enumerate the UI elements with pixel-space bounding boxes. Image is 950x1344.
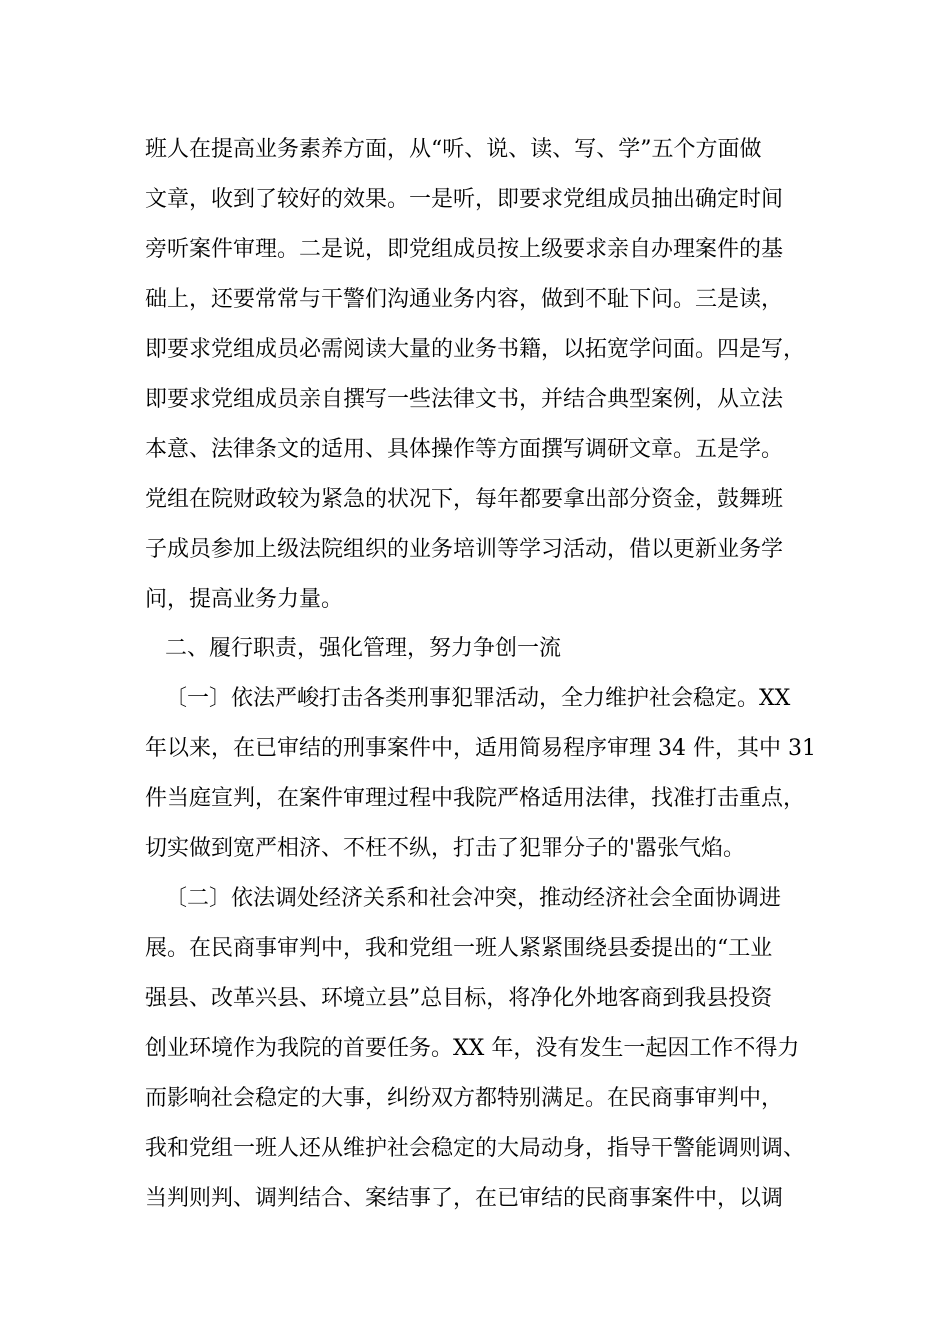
text-line: 年以来，在已审结的刑事案件中，适用简易程序审理 34 件，其中 31 <box>145 736 816 761</box>
text-line: 文章，收到了较好的效果。一是听，即要求党组成员抽出确定时间 <box>145 187 784 212</box>
text-line: 当判则判、调判结合、案结事了，在已审结的民商事案件中，以调 <box>145 1186 784 1211</box>
text-line: 创业环境作为我院的首要任务。XX 年，没有发生一起因工作不得力 <box>145 1036 800 1061</box>
text-line: 本意、法律条文的适用、具体操作等方面撰写调研文章。五是学。 <box>145 437 784 462</box>
text-line: 件当庭宣判，在案件审理过程中我院严格适用法律，找准打击重点， <box>145 786 806 811</box>
text-line: 〔一〕依法严峻打击各类刑事犯罪活动，全力维护社会稳定。XX <box>165 686 791 711</box>
text-line: 切实做到宽严相济、不枉不纵，打击了犯罪分子的'嚣张气焰。 <box>145 836 746 861</box>
text-line: 展。在民商事审判中，我和党组一班人紧紧围绕县委提出的“工业 <box>145 936 773 961</box>
text-line: 我和党组一班人还从维护社会稳定的大局动身，指导干警能调则调、 <box>145 1136 806 1161</box>
text-line: 班人在提高业务素养方面，从“听、说、读、写、学”五个方面做 <box>145 137 762 162</box>
text-line: 〔二〕依法调处经济关系和社会冲突，推动经济社会全面协调进 <box>165 886 782 911</box>
text-line: 即要求党组成员亲自撰写一些法律文书，并结合典型案例，从立法 <box>145 387 784 412</box>
text-line: 党组在院财政较为紧急的状况下，每年都要拿出部分资金，鼓舞班 <box>145 487 784 512</box>
text-line: 即要求党组成员必需阅读大量的业务书籍，以拓宽学问面。四是写， <box>145 337 806 362</box>
text-line: 子成员参加上级法院组织的业务培训等学习活动，借以更新业务学 <box>145 537 784 562</box>
text-line: 旁听案件审理。二是说，即党组成员按上级要求亲自办理案件的基 <box>145 237 784 262</box>
text-line: 问，提高业务力量。 <box>145 587 344 612</box>
text-line: 础上，还要常常与干警们沟通业务内容，做到不耻下问。三是读， <box>145 287 784 312</box>
section-heading: 二、履行职责，强化管理，努力争创一流 <box>165 636 562 661</box>
text-line: 而影响社会稳定的大事，纠纷双方都特别满足。在民商事审判中， <box>145 1086 784 1111</box>
text-line: 强县、改革兴县、环境立县”总目标，将净化外地客商到我县投资 <box>145 986 773 1011</box>
